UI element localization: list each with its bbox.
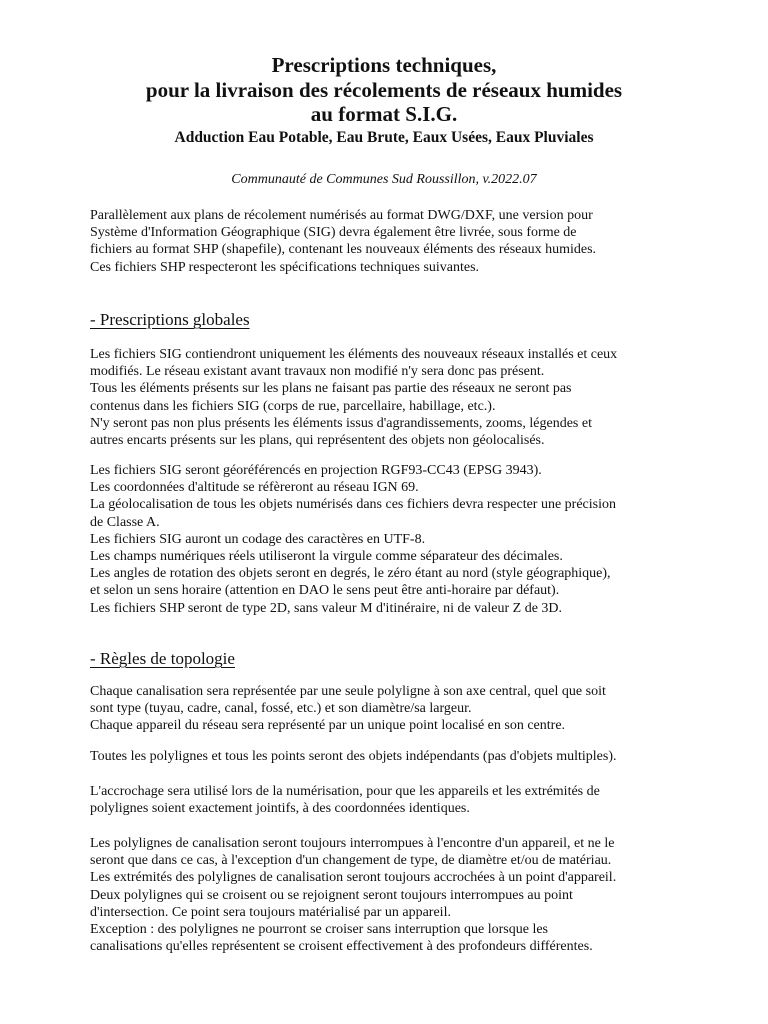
- text-line: Toutes les polylignes et tous les points seront des objets indépendants (pas d'objets multiples).: [90, 749, 617, 764]
- document-title-line-3: au format S.I.G.: [310, 102, 458, 126]
- text-line: Tous les éléments présents sur les plans ne faisant pas partie des réseaux ne seront pas: [90, 381, 572, 397]
- topology-paragraph-4: [90, 835, 678, 955]
- text-line: Les angles de rotation des objets seront en degrés, le zéro étant au nord (style géographique),: [90, 566, 611, 582]
- intro-line: Parallèlement aux plans de récolement numérisés au format DWG/DXF, une version pour: [90, 208, 593, 223]
- text-line: L'accrochage sera utilisé lors de la numérisation, pour que les appareils et les extrémités de: [90, 784, 600, 799]
- text-line: Les polylignes de canalisation seront toujours interrompues à l'encontre d'un appareil, et ne le: [90, 836, 615, 851]
- text-line: d'intersection. Ce point sera toujours matérialisé par un appareil.: [90, 904, 451, 920]
- organization-version: Communauté de Communes Sud Roussillon, v.2022.07: [231, 172, 537, 187]
- text-line: Les fichiers SIG seront géoréférencés en projection RGF93-CC43 (EPSG 3943).: [90, 463, 542, 478]
- text-line: Les fichiers SIG contiendront uniquement les éléments des nouveaux réseaux installés et ceux: [90, 347, 618, 362]
- text-line: modifiés. Le réseau existant avant travaux non modifié n'y sera donc pas présent.: [90, 364, 545, 380]
- intro-paragraph: [90, 207, 678, 276]
- intro-line: Ces fichiers SHP respecteront les spécifications techniques suivantes.: [90, 259, 480, 275]
- document-subtitle: Adduction Eau Potable, Eau Brute, Eaux Usées, Eaux Pluviales: [174, 129, 594, 146]
- topology-paragraph-2: [90, 748, 678, 765]
- text-line: autres encarts présents sur les plans, qui représentent des objets non géolocalisés.: [90, 433, 545, 449]
- text-line: Exception : des polylignes ne pourront se croiser sans interruption que lorsque les: [90, 922, 549, 938]
- text-line: Les coordonnées d'altitude se réfèreront au réseau IGN 69.: [90, 480, 419, 496]
- text-line: La géolocalisation de tous les objets numérisés dans ces fichiers devra respecter une précision: [90, 497, 616, 513]
- text-line: Les fichiers SIG auront un codage des caractères en UTF-8.: [90, 531, 426, 547]
- intro-line: Système d'Information Géographique (SIG) devra également être livrée, sous forme de: [90, 225, 577, 241]
- text-line: Les champs numériques réels utiliseront la virgule comme séparateur des décimales.: [90, 549, 563, 565]
- document-title-line-1: Prescriptions techniques,: [271, 53, 497, 77]
- text-line: de Classe A.: [90, 514, 160, 530]
- topology-paragraph-3: [90, 783, 678, 817]
- section-heading-global: - Prescriptions globales: [90, 310, 250, 329]
- text-line: et selon un sens horaire (attention en DAO le sens peut être anti-horaire par défaut).: [90, 583, 560, 599]
- text-line: polylignes soient exactement jointifs, à des coordonnées identiques.: [90, 801, 470, 817]
- global-paragraph-1: [90, 346, 678, 449]
- text-line: Les extrémités des polylignes de canalisation seront toujours accrochées à un point d'appareil.: [90, 870, 617, 886]
- text-line: N'y seront pas non plus présents les éléments issus d'agrandissements, zooms, légendes et: [90, 415, 592, 431]
- text-line: sont type (tuyau, cadre, canal, fossé, etc.) et son diamètre/sa largeur.: [90, 701, 472, 717]
- text-line: seront que dans ce cas, à l'exception d'un changement de type, de diamètre et/ou de matériau.: [90, 853, 612, 869]
- intro-line: fichiers au format SHP (shapefile), contenant les nouveaux éléments des réseaux humides.: [90, 242, 597, 258]
- text-line: Chaque canalisation sera représentée par une seule polyligne à son axe central, quel que soit: [90, 684, 606, 699]
- global-paragraph-2: [90, 462, 678, 617]
- section-heading-topology: - Règles de topologie: [90, 649, 235, 668]
- document-title-line-2: pour la livraison des récolements de réseaux humides: [145, 78, 623, 102]
- text-line: Les fichiers SHP seront de type 2D, sans valeur M d'itinéraire, ni de valeur Z de 3D.: [90, 600, 563, 616]
- topology-paragraph-1: [90, 683, 678, 735]
- text-line: canalisations qu'elles représentent se croisent effectivement à des profondeurs différentes.: [90, 939, 593, 955]
- text-line: Deux polylignes qui se croisent ou se rejoignent seront toujours interrompues au point: [90, 887, 573, 903]
- text-line: contenus dans les fichiers SIG (corps de rue, parcellaire, habillage, etc.).: [90, 398, 496, 414]
- text-line: Chaque appareil du réseau sera représenté par un unique point localisé en son centre.: [90, 718, 566, 734]
